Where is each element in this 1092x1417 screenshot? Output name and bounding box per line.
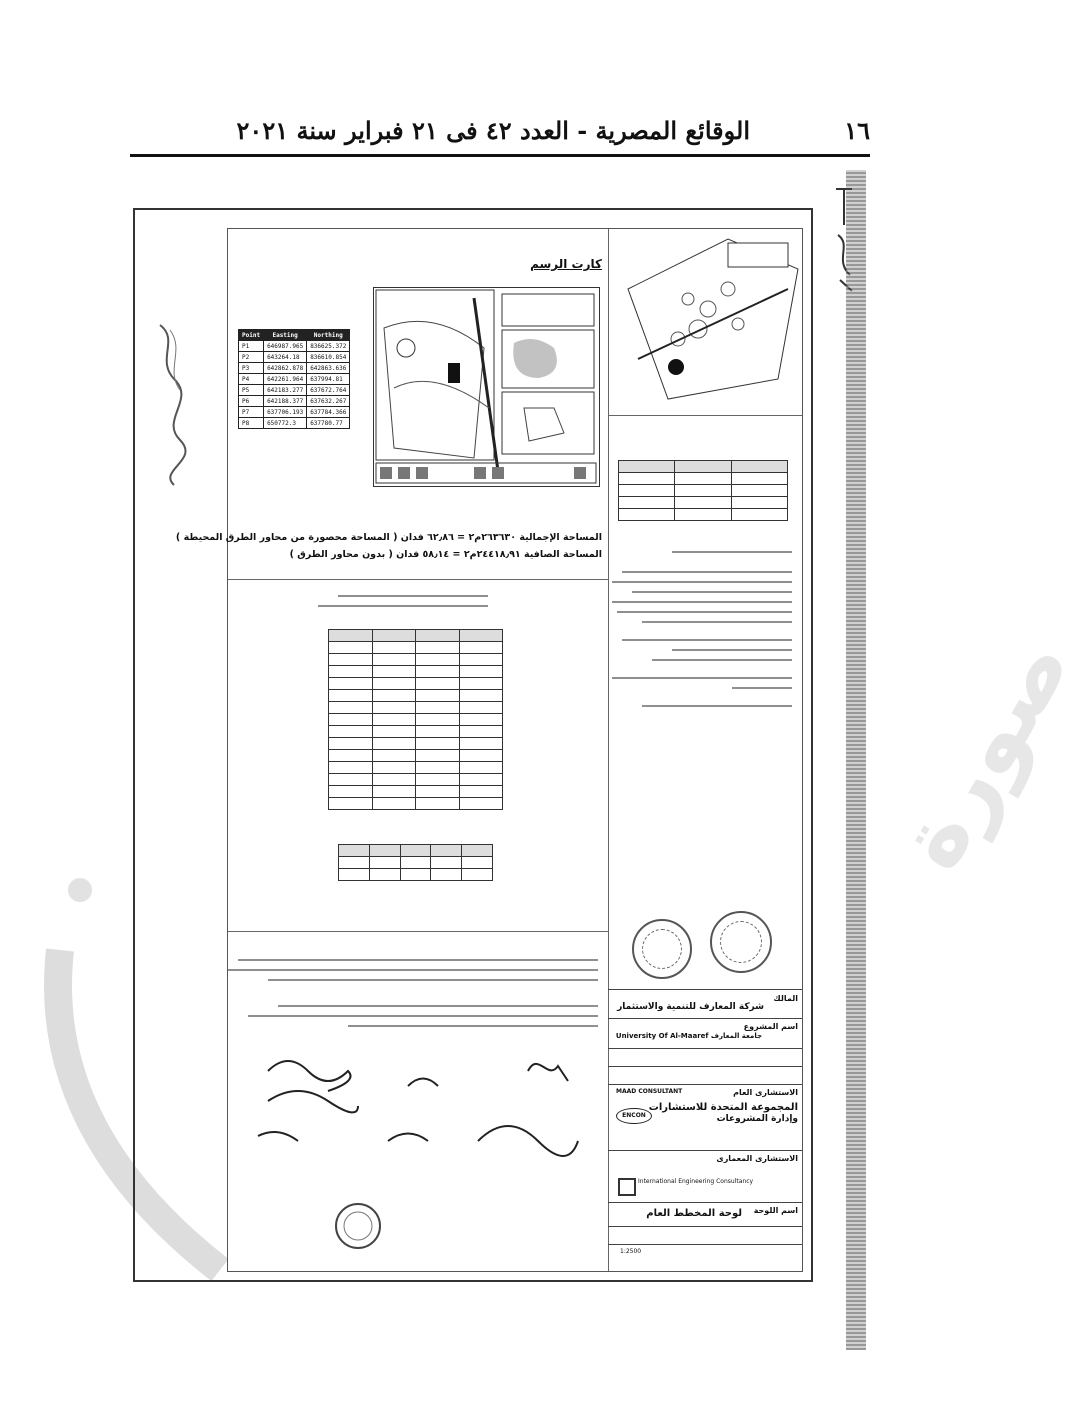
key-map-label: كارت الرسم	[530, 257, 602, 271]
scan-edge	[846, 170, 866, 1350]
sheet-name-label: اسم اللوحة	[753, 1206, 798, 1215]
coordinate-table	[238, 329, 350, 429]
gazette-title: الوقائع المصرية - العدد ٤٢ فى ٢١ فبراير سنة ٢٠٢١	[236, 116, 750, 145]
table-row	[329, 690, 503, 702]
table-row	[619, 485, 788, 497]
table-row	[329, 654, 503, 666]
table-row	[619, 473, 788, 485]
parking-table	[338, 844, 493, 881]
table-row	[239, 374, 350, 385]
header-rule	[130, 154, 870, 157]
col-header	[329, 630, 373, 642]
table-row	[239, 396, 350, 407]
signatures-area	[228, 1031, 608, 1271]
project-label: اسم المشروع	[743, 1022, 798, 1031]
land-use-detail-panel	[228, 579, 609, 932]
consultant-group: المجموعة المتحدة للاستشارات	[648, 1102, 798, 1113]
general-consultant-name: MAAD CONSULTANT	[616, 1088, 683, 1095]
cell: 642863.636	[307, 363, 350, 374]
cell: P1	[239, 341, 264, 352]
cell: 637780.77	[307, 418, 350, 429]
drawing-scale: 1:2500	[620, 1248, 642, 1255]
table-row	[329, 642, 503, 654]
cell: 637994.81	[307, 374, 350, 385]
watermark: صورة	[876, 618, 1092, 887]
cell: 836610.854	[307, 352, 350, 363]
architect-label: الاستشارى المعمارى	[716, 1154, 798, 1163]
sheet-frame	[175, 228, 803, 1272]
net-area-note: المساحة الصافية ٢٤٤١٨٫٩١م٢ = ٥٨٫١٤ فدان ( بدون محاور الطرق )	[289, 549, 602, 560]
approvals-panel	[228, 931, 609, 1271]
official-seal	[710, 911, 772, 973]
col-header	[459, 630, 503, 642]
conditions-notes	[612, 547, 798, 717]
cell: P3	[239, 363, 264, 374]
coord-header: Easting	[264, 330, 307, 341]
table-row	[329, 774, 503, 786]
table-row	[619, 509, 788, 521]
table-row	[329, 762, 503, 774]
owner-label: المالك	[773, 994, 798, 1003]
coord-header: Northing	[307, 330, 350, 341]
cell: 836625.372	[307, 341, 350, 352]
cell: 650772.3	[264, 418, 307, 429]
project-name: جامعة المعارف University Of Al-Maaref	[615, 1032, 762, 1040]
table-row	[329, 714, 503, 726]
drawing-sheet	[133, 208, 813, 1282]
col-header	[675, 461, 731, 473]
location-map-panel	[608, 229, 802, 416]
table-row	[339, 857, 493, 869]
page-header	[130, 112, 870, 156]
site-map-drawing	[374, 288, 599, 486]
table-row	[239, 407, 350, 418]
cell: 637672.764	[307, 385, 350, 396]
table-row	[239, 385, 350, 396]
cell: 643264.18	[264, 352, 307, 363]
land-use-summary	[608, 415, 802, 565]
key-map-panel	[175, 229, 609, 580]
title-block	[608, 989, 802, 1272]
cell: P8	[239, 418, 264, 429]
table-row	[239, 352, 350, 363]
table-row	[239, 363, 350, 374]
owner-name: شركة المعارف للتنمية والاستثمار	[617, 1002, 764, 1012]
official-seal	[632, 919, 692, 979]
land-use-table	[618, 460, 788, 521]
location-map-drawing	[608, 229, 802, 415]
table-row	[329, 750, 503, 762]
cell: 637784.366	[307, 407, 350, 418]
cell: 642862.878	[264, 363, 307, 374]
encon-logo: ENCON	[616, 1108, 652, 1124]
iec-logo-icon	[618, 1178, 636, 1196]
cell: P7	[239, 407, 264, 418]
cell: 646987.965	[264, 341, 307, 352]
coord-header: Point	[239, 330, 264, 341]
total-area-note: المساحة الإجمالية ٢٦٣٦٣٠م٢ = ٦٢٫٨٦ فدان ( المساحة محصورة من محاور الطرق المحيطة )	[175, 532, 602, 543]
cell: 642183.277	[264, 385, 307, 396]
cell: P6	[239, 396, 264, 407]
cell: P4	[239, 374, 264, 385]
table-row	[619, 497, 788, 509]
cell: 637706.193	[264, 407, 307, 418]
table-row	[339, 869, 493, 881]
table-row	[329, 702, 503, 714]
site-map	[373, 287, 600, 487]
col-header	[416, 630, 460, 642]
cell: P5	[239, 385, 264, 396]
table-row	[329, 726, 503, 738]
cell: 642261.964	[264, 374, 307, 385]
table-row	[329, 786, 503, 798]
general-consultant-label: الاستشارى العام	[733, 1088, 798, 1097]
table-row	[239, 341, 350, 352]
table-row	[329, 678, 503, 690]
table-row	[329, 738, 503, 750]
table-row	[329, 666, 503, 678]
cell: 642188.377	[264, 396, 307, 407]
table-row	[329, 798, 503, 810]
land-use-detail-table	[328, 629, 503, 810]
col-header	[619, 461, 675, 473]
cell: P2	[239, 352, 264, 363]
col-header	[372, 630, 416, 642]
page-number: ١٦	[844, 116, 870, 145]
consultant-group-sub: وإدارة المشروعات	[716, 1114, 798, 1124]
table-row	[239, 418, 350, 429]
cell: 637632.267	[307, 396, 350, 407]
col-header	[731, 461, 787, 473]
sheet-name: لوحة المخطط العام	[646, 1208, 742, 1219]
architect-name: International Engineering Consultancy	[638, 1178, 754, 1185]
